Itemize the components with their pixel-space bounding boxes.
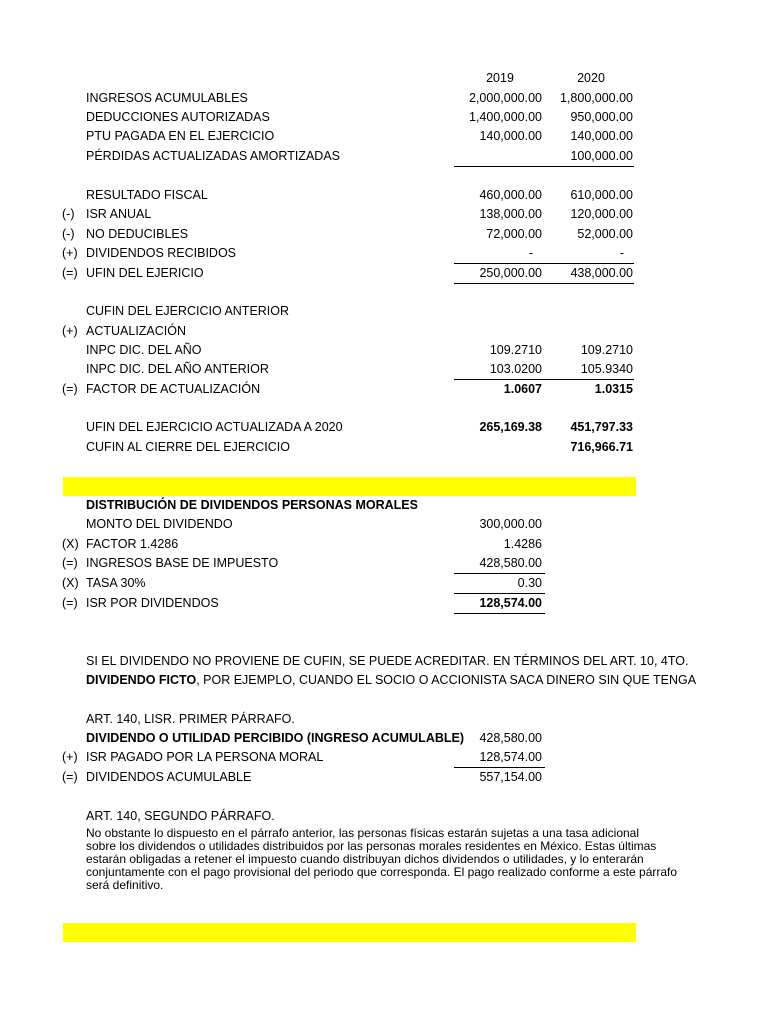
table-row — [0, 302, 768, 320]
value-2019: 265,169.38 — [479, 420, 542, 434]
note-row — [0, 671, 768, 689]
table-row — [0, 264, 768, 282]
value-2020: 1.0315 — [594, 382, 633, 396]
paragraph-line: será definitivo. — [86, 878, 164, 892]
value-2020: 109.2710 — [580, 343, 633, 357]
table-row — [0, 341, 768, 359]
row-label: ISR POR DIVIDENDOS — [86, 596, 219, 610]
paragraph-line: estarán obligadas a retener el impuesto cuando distribuyan dichos dividendos o utilidades, y lo enterarán — [86, 852, 644, 866]
table-row — [0, 554, 768, 572]
table-row — [0, 748, 768, 766]
table-row — [0, 729, 768, 747]
value-2020: 105.9340 — [580, 362, 633, 376]
row-sign: (+) — [62, 324, 78, 338]
row-value: 128,574.00 — [479, 596, 542, 610]
table-row — [0, 205, 768, 223]
row-value: 557,154.00 — [479, 770, 542, 784]
value-2020: 120,000.00 — [570, 207, 633, 221]
row-label: ISR ANUAL — [86, 207, 152, 221]
table-row — [0, 186, 768, 204]
row-value: 428,580.00 — [479, 556, 542, 570]
row-value: 128,574.00 — [479, 750, 542, 764]
value-2019: 2,000,000.00 — [469, 91, 542, 105]
table-row — [0, 418, 768, 436]
value-2019: 1,400,000.00 — [469, 110, 542, 124]
art140-paragraph — [86, 826, 678, 905]
value-2019: 109.2710 — [489, 343, 542, 357]
table-row — [0, 322, 768, 340]
section-title — [0, 496, 768, 514]
row-label: INPC DIC. DEL AÑO — [86, 343, 202, 357]
row-sign: (=) — [62, 770, 78, 784]
row-label: INPC DIC. DEL AÑO ANTERIOR — [86, 362, 269, 376]
row-label: FACTOR 1.4286 — [86, 537, 179, 551]
row-label: RESULTADO FISCAL — [86, 188, 208, 202]
table-row — [0, 89, 768, 107]
table-row — [0, 438, 768, 456]
year-2020-header: 2020 — [577, 71, 605, 85]
value-2019: 138,000.00 — [479, 207, 542, 221]
value-2019: 72,000.00 — [486, 227, 542, 241]
row-sign: (=) — [62, 266, 78, 280]
section-title — [0, 710, 768, 728]
row-label: ACTUALIZACIÓN — [86, 324, 187, 338]
note-row — [0, 652, 768, 670]
table-row — [0, 535, 768, 553]
value-2020: 438,000.00 — [570, 266, 633, 280]
value-2020: 100,000.00 — [570, 149, 633, 163]
row-label: UFIN DEL EJERICIO — [86, 266, 204, 280]
value-2020: 52,000.00 — [577, 227, 633, 241]
table-row — [0, 594, 768, 612]
year-2019-header: 2019 — [486, 71, 514, 85]
paragraph-line: No obstante lo dispuesto en el párrafo anterior, las personas físicas estarán sujetas a una tasa adicional — [86, 826, 640, 840]
row-label: INGRESOS BASE DE IMPUESTO — [86, 556, 279, 570]
section-title — [0, 807, 768, 825]
value-2019: - — [528, 246, 533, 260]
row-label: CUFIN DEL EJERCICIO ANTERIOR — [86, 304, 290, 318]
art140-2-title: ART. 140, SEGUNDO PÁRRAFO. — [86, 809, 275, 823]
table-row — [0, 574, 768, 592]
row-sign: (X) — [62, 576, 79, 590]
row-label: NO DEDUCIBLES — [86, 227, 189, 241]
value-2019: 103.0200 — [489, 362, 542, 376]
row-label: MONTO DEL DIVIDENDO — [86, 517, 233, 531]
row-sign: (-) — [62, 227, 75, 241]
table-row — [0, 515, 768, 533]
paragraph-line: sobre los dividendos o utilidades distribuidos por las personas morales residentes en México. Estas últimas — [86, 839, 657, 853]
row-sign: (=) — [62, 382, 78, 396]
value-2019: 140,000.00 — [479, 129, 542, 143]
value-2020: 1,800,000.00 — [560, 91, 633, 105]
row-sign: (X) — [62, 537, 79, 551]
row-value: 428,580.00 — [479, 731, 542, 745]
art140-1-title: ART. 140, LISR. PRIMER PÁRRAFO. — [86, 712, 295, 726]
table-row — [0, 127, 768, 145]
year-header-row — [0, 69, 768, 87]
row-sign: (-) — [62, 207, 75, 221]
total-rule — [454, 283, 634, 284]
distribucion-title: DISTRIBUCIÓN DE DIVIDENDOS PERSONAS MORALES — [86, 498, 418, 512]
row-label: DIVIDENDOS RECIBIDOS — [86, 246, 237, 260]
table-row — [0, 360, 768, 378]
value-2020: 950,000.00 — [570, 110, 633, 124]
row-value: 300,000.00 — [479, 517, 542, 531]
note-ficto-rest: , POR EJEMPLO, CUANDO EL SOCIO O ACCIONISTA SACA DINERO SIN QUE TENGA — [196, 673, 697, 687]
note-cufin: SI EL DIVIDENDO NO PROVIENE DE CUFIN, SE PUEDE ACREDITAR. EN TÉRMINOS DEL ART. 10, 4TO. — [86, 654, 689, 668]
total-rule — [454, 166, 634, 167]
table-row — [0, 225, 768, 243]
value-2019: 1.0607 — [503, 382, 542, 396]
table-row — [0, 244, 768, 262]
value-2020: - — [619, 246, 624, 260]
table-row — [0, 108, 768, 126]
row-label: UFIN DEL EJERCICIO ACTUALIZADA A 2020 — [86, 420, 343, 434]
value-2019: 460,000.00 — [479, 188, 542, 202]
value-2020: 716,966.71 — [570, 440, 633, 454]
highlight-band — [63, 923, 636, 942]
value-2020: 451,797.33 — [570, 420, 633, 434]
row-label: DIVIDENDOS ACUMULABLE — [86, 770, 252, 784]
table-row — [0, 380, 768, 398]
row-sign: (=) — [62, 596, 78, 610]
row-label: ISR PAGADO POR LA PERSONA MORAL — [86, 750, 324, 764]
row-label: INGRESOS ACUMULABLES — [86, 91, 248, 105]
highlight-band — [63, 477, 636, 496]
table-row — [0, 768, 768, 786]
row-sign: (+) — [62, 750, 78, 764]
value-2019: 250,000.00 — [479, 266, 542, 280]
row-value: 1.4286 — [503, 537, 542, 551]
total-rule — [454, 613, 545, 614]
row-label: FACTOR DE ACTUALIZACIÓN — [86, 382, 261, 396]
note-dividendo-ficto — [86, 671, 697, 689]
row-label: CUFIN AL CIERRE DEL EJERCICIO — [86, 440, 290, 454]
row-label: DIVIDENDO O UTILIDAD PERCIBIDO (INGRESO ACUMULABLE) — [86, 731, 465, 745]
value-2020: 610,000.00 — [570, 188, 633, 202]
row-sign: (=) — [62, 556, 78, 570]
row-label: PÉRDIDAS ACTUALIZADAS AMORTIZADAS — [86, 149, 340, 163]
row-sign: (+) — [62, 246, 78, 260]
row-label: TASA 30% — [86, 576, 146, 590]
value-2020: 140,000.00 — [570, 129, 633, 143]
row-value: 0.30 — [517, 576, 542, 590]
row-label: DEDUCCIONES AUTORIZADAS — [86, 110, 270, 124]
paragraph-line: conjuntamente con el pago provisional del periodo que corresponda. El pago realizado conforme a este párrafo — [86, 865, 678, 879]
row-label: PTU PAGADA EN EL EJERCICIO — [86, 129, 275, 143]
table-row — [0, 147, 768, 165]
note-ficto-bold: DIVIDENDO FICTO — [86, 673, 197, 687]
